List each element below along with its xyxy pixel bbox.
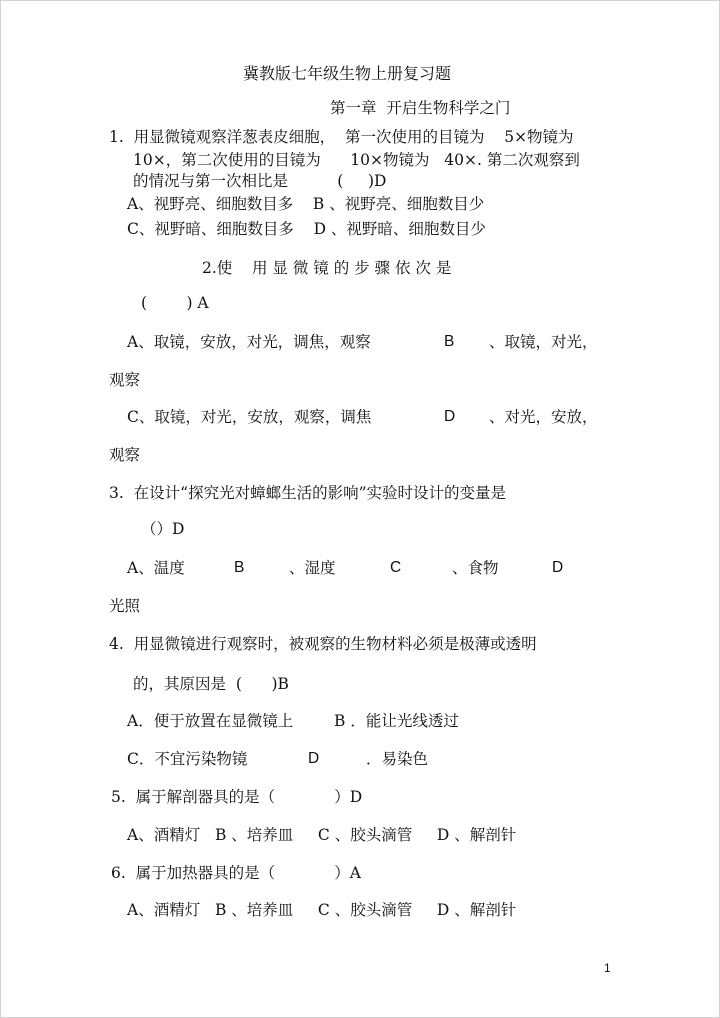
chapter-heading: 第一章 开启生物科学之门 [330,99,511,117]
q3-option-d-wrap: 光照 [109,597,141,615]
q3-option-d-letter: D [552,559,564,576]
q1-options-ab: A、视野亮、细胞数目多 B 、视野亮、细胞数目少 [127,195,485,213]
q2-option-c: C、取镜，对光，安放，观察，调焦 [127,408,372,426]
q2-option-b-wrap: 观察 [109,371,141,389]
q3-blank: （）D [141,520,185,538]
q2-blank: ( ) A [141,294,209,312]
q5-options: A、酒精灯 B 、培养皿 C 、胶头滴管 D 、解剖针 [127,826,517,844]
q4-option-d-text: ．易染色 [366,750,429,768]
q3-option-a: A、温度 [127,559,185,577]
q3-option-c-text: 、食物 [452,559,499,577]
q3-option-c-letter: C [390,559,402,576]
q5-stem: 5. 属于解剖器具的是（ ）D [111,788,363,806]
q2-option-b-text: 、取镜，对光， [489,333,598,351]
q4-option-c: C．不宜污染物镜 [127,750,248,768]
q4-stem-line1: 4. 用显微镜进行观察时，被观察的生物材料必须是极薄或透明 [109,635,537,653]
q1-options-cd: C、视野暗、细胞数目多 D 、视野暗、细胞数目少 [127,220,486,238]
q4-stem-line2: 的，其原因是 ( )B [133,675,289,693]
q2-option-d-text: 、对光，安放， [489,408,598,426]
q3-option-b-text: 、湿度 [289,559,336,577]
q4-option-d-letter: D [308,750,320,767]
q6-stem: 6. 属于加热器具的是（ ）A [111,864,361,882]
q6-options: A、酒精灯 B 、培养皿 C 、胶头滴管 D 、解剖针 [127,901,517,919]
q2-option-b-letter: B [444,333,455,350]
page-number: 1 [604,961,611,975]
q3-stem: 3. 在设计“探究光对蟑螂生活的影响”实验时设计的变量是 [109,484,506,502]
q2-option-d-letter: D [444,408,456,425]
q4-option-a: A．便于放置在显微镜上 [127,712,294,730]
q1-line3: 的情况与第一次相比是 ( )D [133,172,387,190]
q2-stem: 2.使 用 显 微 镜 的 步 骤 依 次 是 [202,259,452,277]
q3-option-b-letter: B [234,559,245,576]
q1-line2: 10×，第二次使用的目镜为 10×物镜为 40×. 第二次观察到 [133,151,580,169]
q2-option-a: A、取镜，安放，对光，调焦，观察 [127,333,371,351]
q4-option-b: B ．能让光线透过 [334,712,459,730]
q2-option-d-wrap: 观察 [109,446,141,464]
document-title: 冀教版七年级生物上册复习题 [243,64,452,83]
q1-line1: 1. 用显微镜观察洋葱表皮细胞， 第一次使用的目镜为 5×物镜为 [109,128,574,146]
